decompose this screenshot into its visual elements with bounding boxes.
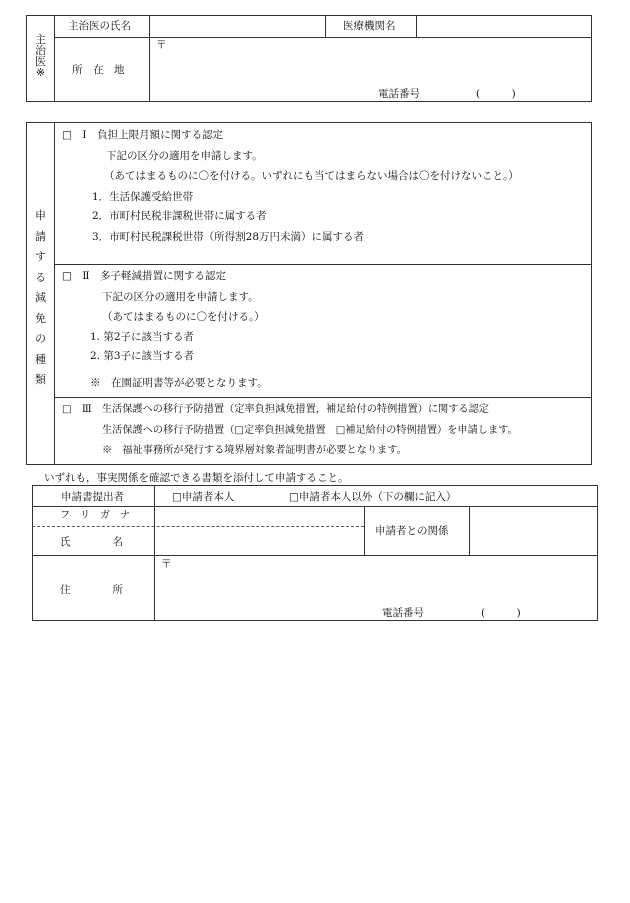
section1-heading[interactable]: □ Ⅰ 負担上限月額に関する認定 [62,129,224,141]
doctor-name-field[interactable] [150,16,324,37]
doctor-divider [54,15,55,102]
doctor-phone-label: 電話番号 [378,88,420,100]
furigana-label: フ リ ガ ナ [60,510,130,521]
relation-divider-left [364,506,365,555]
submitter-label: 申請書提出者 [61,491,124,503]
section3-line1[interactable]: 生活保護への移行予防措置（□定率負担減免措置 □補足給付の特例措置）を申請します。 [102,425,518,436]
submitter-name-label: 氏 名 [60,536,123,548]
submitter-address-field[interactable] [155,556,597,620]
section-divider-1 [54,264,592,265]
section1-item-3[interactable]: 3．市町村民税課税世帯（所得割28万円未満）に属する者 [92,231,365,243]
doctor-name-label: 主治医の氏名 [68,20,131,32]
doctor-side-label: 主 治 医 ※ [35,33,46,79]
section1-item-1[interactable]: 1．生活保護受給世帯 [92,191,194,203]
institution-label: 医療機関名 [343,20,396,32]
option-self-checkbox[interactable]: □申請者本人 [172,491,235,503]
section2-note: ※ 在園証明書等が必要となります。 [90,377,268,389]
reduction-side-divider [54,122,55,465]
submitter-postal-mark: 〒 [161,558,172,570]
furigana-field[interactable] [155,507,363,526]
section2-item-2[interactable]: 2. 第3子に該当する者 [90,350,195,362]
submitter-phone-label: 電話番号 [382,607,424,619]
section2-heading[interactable]: □ Ⅱ 多子軽減措置に関する認定 [62,270,227,282]
doctor-address-field[interactable] [150,38,591,101]
reduction-side-label: 申 請 す る 減 免 の 種 類 [35,209,46,386]
institution-field[interactable] [417,16,591,37]
section2-item-1[interactable]: 1. 第2子に該当する者 [90,331,195,343]
section2-line1: 下記の区分の適用を申請します。 [102,291,259,303]
submitter-name-field[interactable] [155,527,363,554]
doctor-phone-paren: ( ) [476,88,516,100]
doctor-institution-divider-left [325,15,326,37]
doctor-postal-mark: 〒 [156,39,167,51]
submitter-phone-paren: ( ) [481,607,521,619]
section3-note: ※ 福祉事務所が発行する境界層対象者証明書が必要となります。 [102,445,407,456]
option-other-checkbox[interactable]: □申請者本人以外（下の欄に記入） [289,491,457,503]
section-divider-2 [54,397,592,398]
relation-field[interactable] [470,507,597,554]
relation-label: 申請者との関係 [375,525,449,537]
section1-line2: （あてはまるものに〇を付ける。いずれにも当てはまらない場合は〇を付けないこと。） [104,170,519,182]
doctor-address-label: 所 在 地 [72,64,125,76]
section1-line1: 下記の区分の適用を申請します。 [106,150,263,162]
attachment-note: いずれも，事実関係を確認できる書類を添付して申請すること。 [44,472,349,484]
section3-heading[interactable]: □ Ⅲ 生活保護への移行予防措置（定率負担減免措置，補足給付の特例措置）に関する認定 [62,404,489,415]
section1-item-2[interactable]: 2．市町村民税非課税世帯に属する者 [92,210,267,222]
submitter-address-label: 住 所 [60,584,123,596]
section2-line2: （あてはまるものに〇を付ける。） [102,311,265,323]
